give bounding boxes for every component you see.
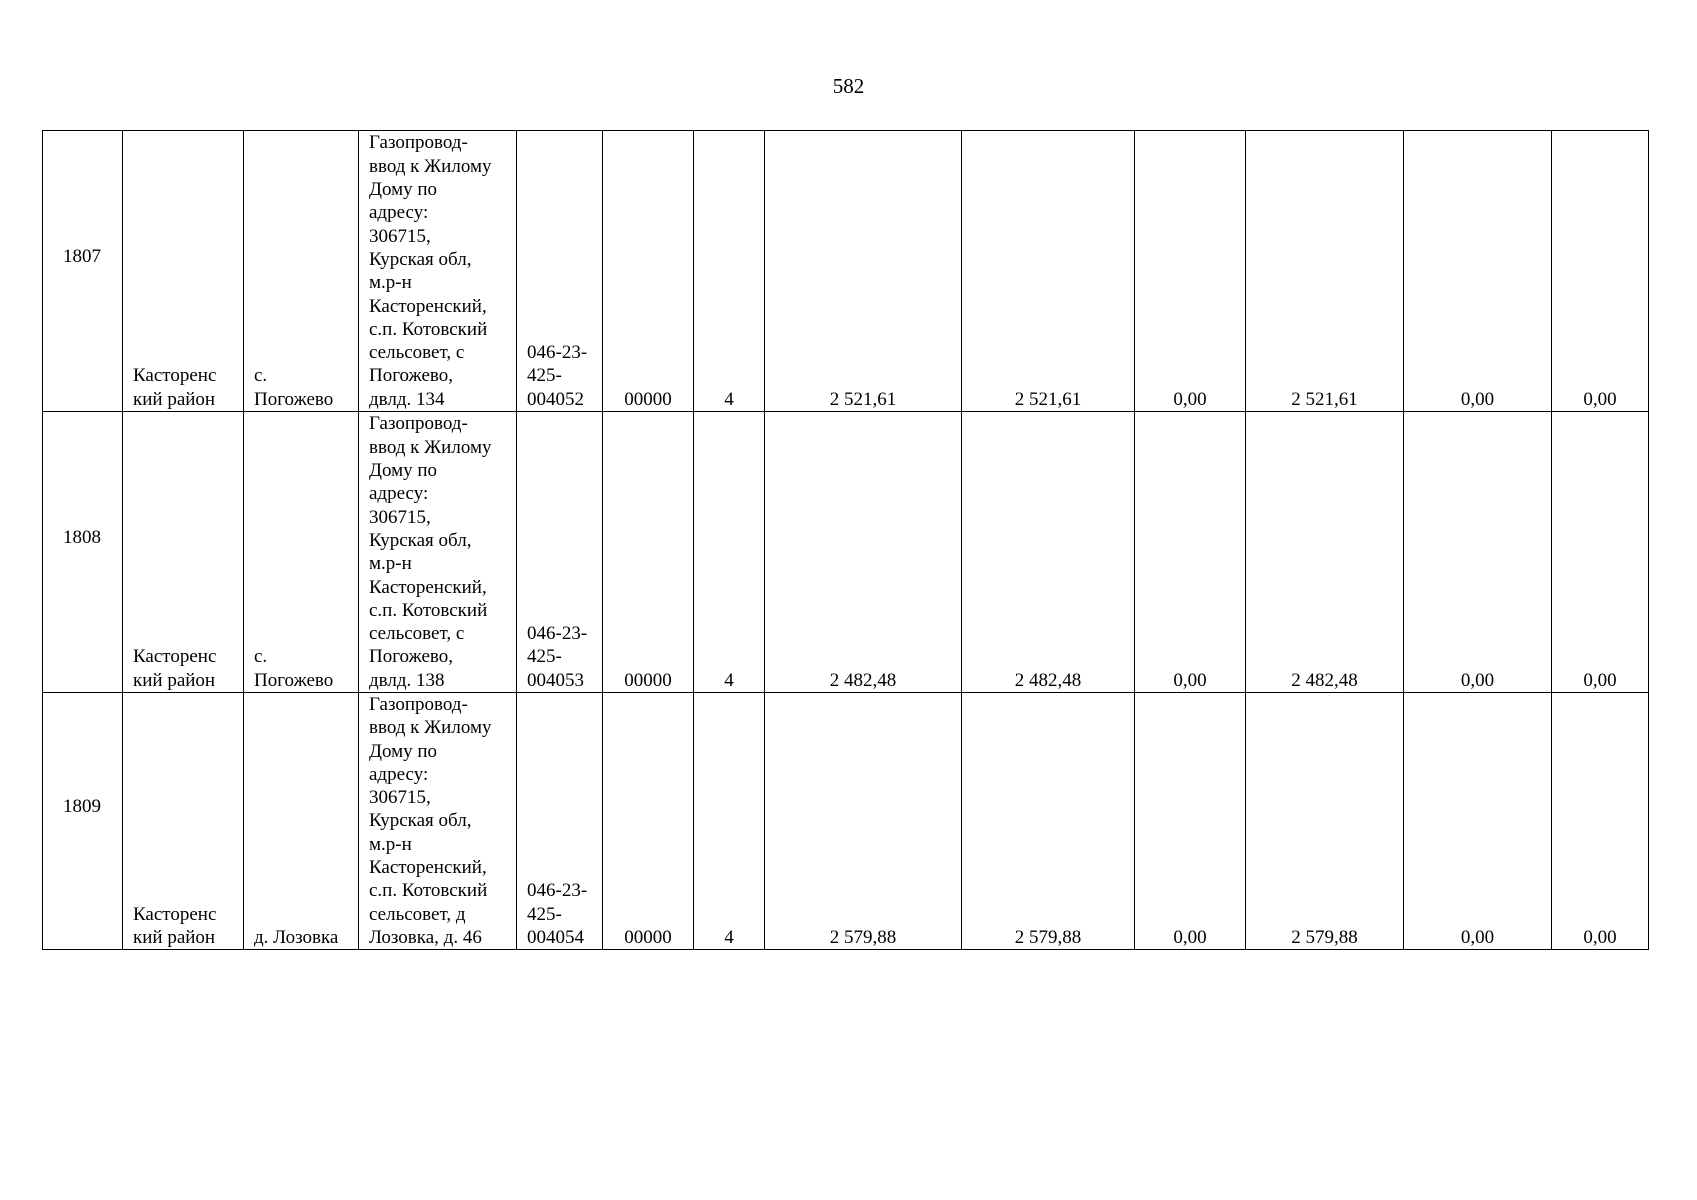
value-6-cell: 0,00 (1552, 412, 1649, 693)
value-3-cell: 0,00 (1135, 131, 1246, 412)
cadastral-number-cell: 046-23- 425- 004052 (517, 131, 603, 412)
row-number: 1807 (63, 246, 101, 268)
value-5-cell: 0,00 (1404, 131, 1552, 412)
settlement-cell: д. Лозовка (244, 693, 359, 950)
value-2-cell: 2 521,61 (962, 131, 1135, 412)
page-number: 582 (832, 74, 865, 98)
table-row (43, 412, 1649, 693)
cadastral-number-cell: 046-23- 425- 004053 (517, 412, 603, 693)
district-cell: Касторенс кий район (123, 412, 244, 693)
quantity-cell: 4 (694, 693, 765, 950)
registry-table (42, 130, 1649, 950)
table-row (43, 131, 1649, 412)
settlement-cell: с. Погожево (244, 412, 359, 693)
code-cell: 00000 (603, 131, 694, 412)
quantity-cell: 4 (694, 131, 765, 412)
value-2-cell: 2 482,48 (962, 412, 1135, 693)
description-cell: Газопровод- ввод к Жилому Дому по адресу: 306715, Курская обл, м.р-н Касторенский, с.п. Котовский сельсовет, с Погожево, двлд. 138 (359, 412, 517, 693)
settlement-cell: с. Погожево (244, 131, 359, 412)
code-cell: 00000 (603, 693, 694, 950)
row-number-cell (43, 412, 123, 693)
value-3-cell: 0,00 (1135, 693, 1246, 950)
row-number-cell (43, 693, 123, 950)
value-4-cell: 2 579,88 (1246, 693, 1404, 950)
table-row (43, 693, 1649, 950)
value-1-cell: 2 482,48 (765, 412, 962, 693)
value-5-cell: 0,00 (1404, 412, 1552, 693)
value-6-cell: 0,00 (1552, 693, 1649, 950)
value-1-cell: 2 579,88 (765, 693, 962, 950)
quantity-cell: 4 (694, 412, 765, 693)
value-4-cell: 2 482,48 (1246, 412, 1404, 693)
value-6-cell: 0,00 (1552, 131, 1649, 412)
value-2-cell: 2 579,88 (962, 693, 1135, 950)
district-cell: Касторенс кий район (123, 693, 244, 950)
value-3-cell: 0,00 (1135, 412, 1246, 693)
value-4-cell: 2 521,61 (1246, 131, 1404, 412)
row-number: 1808 (63, 527, 101, 549)
description-cell: Газопровод- ввод к Жилому Дому по адресу: 306715, Курская обл, м.р-н Касторенский, с.п. Котовский сельсовет, д Лозовка, д. 46 (359, 693, 517, 950)
value-1-cell: 2 521,61 (765, 131, 962, 412)
row-number: 1809 (63, 796, 101, 818)
row-number-cell (43, 131, 123, 412)
district-cell: Касторенс кий район (123, 131, 244, 412)
code-cell: 00000 (603, 412, 694, 693)
value-5-cell: 0,00 (1404, 693, 1552, 950)
cadastral-number-cell: 046-23- 425- 004054 (517, 693, 603, 950)
description-cell: Газопровод- ввод к Жилому Дому по адресу: 306715, Курская обл, м.р-н Касторенский, с.п. Котовский сельсовет, с Погожево, двлд. 134 (359, 131, 517, 412)
